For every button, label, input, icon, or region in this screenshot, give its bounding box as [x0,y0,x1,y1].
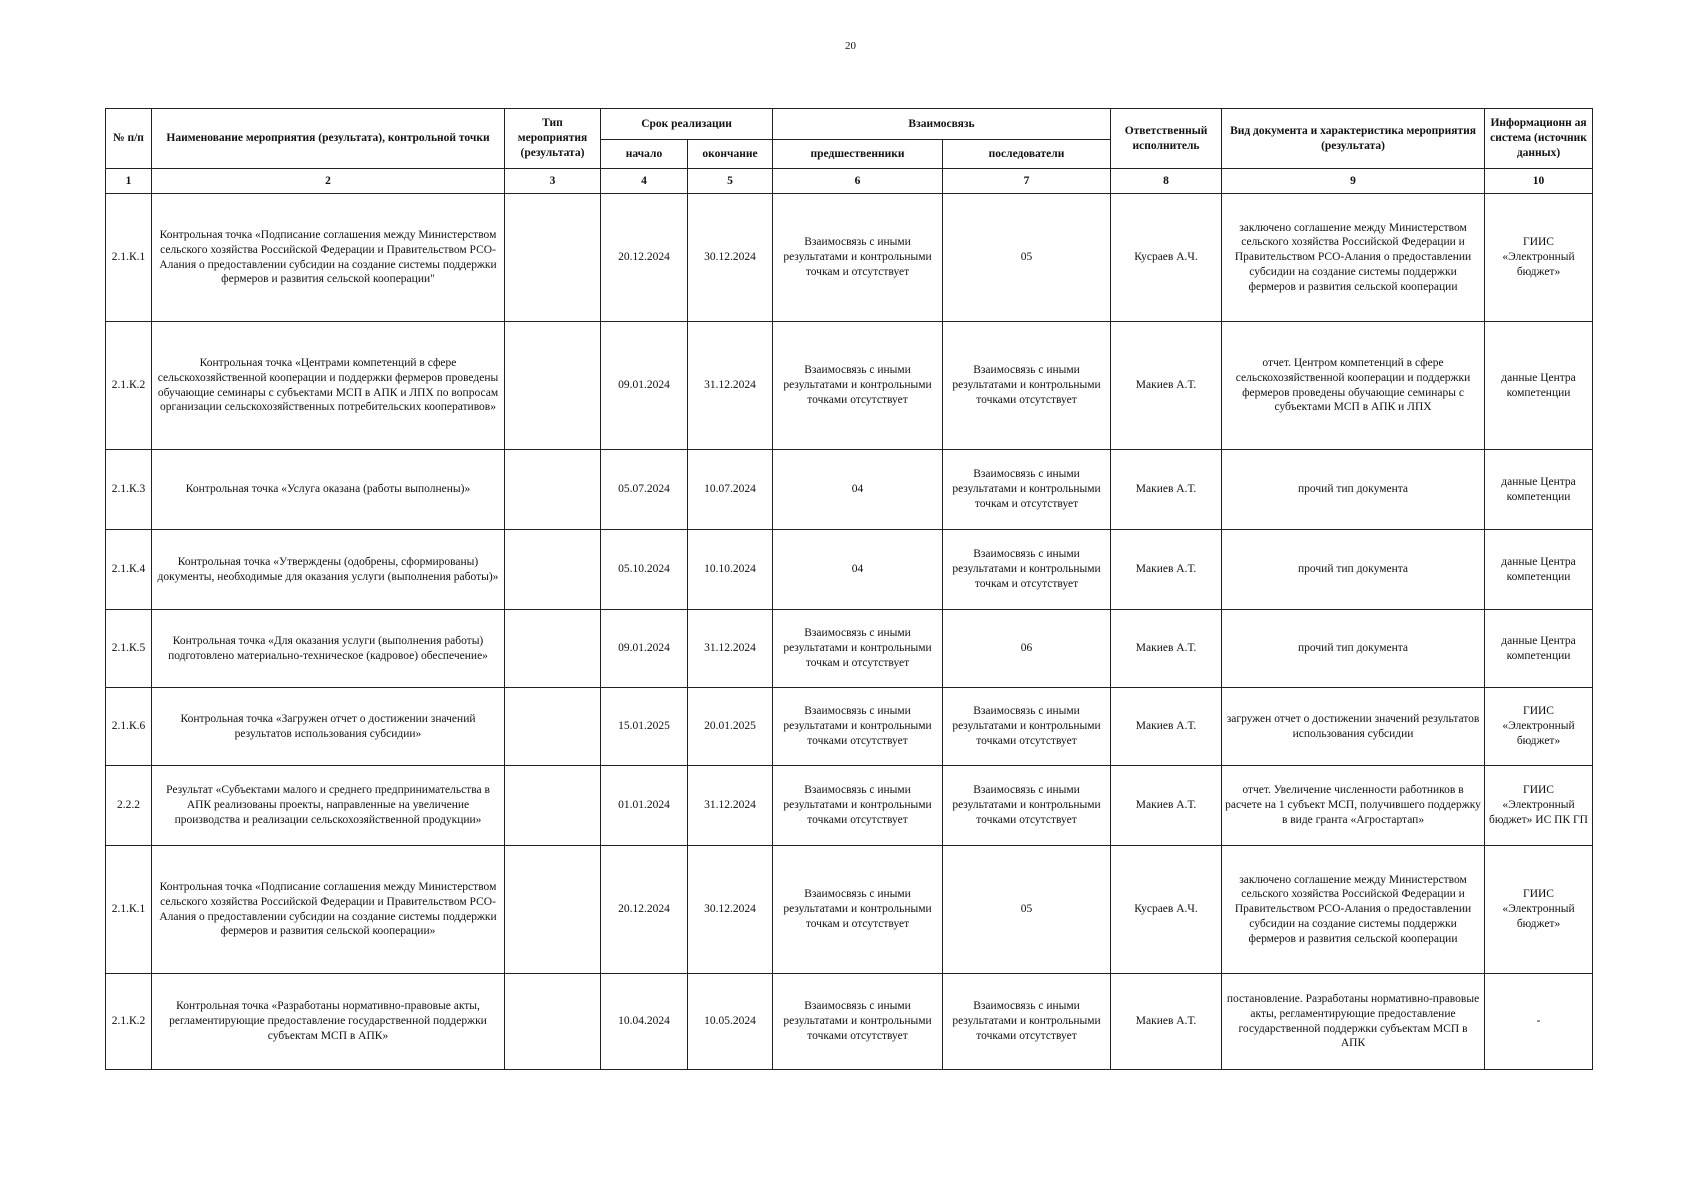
row-type [505,766,601,846]
row-start: 20.12.2024 [601,194,688,322]
row-resp: Макиев А.Т. [1111,974,1222,1070]
table-row [106,450,1593,530]
row-doc: отчет. Центром компетенций в сфере сельскохозяйственной кооперации и поддержки фермеров проведены обучающие семинары с субъектами МСП в АПК и ЛПХ [1222,322,1485,450]
header-prev: предшественники [773,140,943,169]
row-resp: Кусраев А.Ч. [1111,846,1222,974]
row-num: 2.1.К.3 [106,450,152,530]
row-name: Контрольная точка «Услуга оказана (работы выполнены)» [152,450,505,530]
row-start: 09.01.2024 [601,322,688,450]
row-end: 20.01.2025 [688,688,773,766]
table-row [106,688,1593,766]
row-num: 2.1.К.1 [106,194,152,322]
row-type [505,450,601,530]
row-name: Контрольная точка «Утверждены (одобрены, сформированы) документы, необходимые для оказания услуги (выполнения работы)» [152,530,505,610]
row-next: Взаимосвязь с иными результатами и контрольными точками отсутствует [943,974,1111,1070]
row-end: 31.12.2024 [688,322,773,450]
row-next: 05 [943,194,1111,322]
col-number: 7 [943,169,1111,194]
row-info: ГИИС «Электронный бюджет» [1485,846,1593,974]
table-row [106,846,1593,974]
row-type [505,688,601,766]
row-resp: Кусраев А.Ч. [1111,194,1222,322]
header-next: последователи [943,140,1111,169]
row-start: 15.01.2025 [601,688,688,766]
row-resp: Макиев А.Т. [1111,450,1222,530]
row-start: 09.01.2024 [601,610,688,688]
row-prev: Взаимосвязь с иными результатами и контрольными точкам и отсутствует [773,194,943,322]
row-doc: прочий тип документа [1222,450,1485,530]
row-prev: Взаимосвязь с иными результатами и контрольными точками отсутствует [773,322,943,450]
row-info: данные Центра компетенции [1485,530,1593,610]
row-doc: загружен отчет о достижении значений результатов использования субсидии [1222,688,1485,766]
row-start: 05.10.2024 [601,530,688,610]
row-prev: 04 [773,530,943,610]
row-info: данные Центра компетенции [1485,450,1593,530]
row-type [505,322,601,450]
row-prev: Взаимосвязь с иными результатами и контрольными точкам и отсутствует [773,610,943,688]
table-row [106,974,1593,1070]
row-prev: Взаимосвязь с иными результатами и контрольными точками отсутствует [773,974,943,1070]
row-info: ГИИС «Электронный бюджет» ИС ПК ГП [1485,766,1593,846]
row-end: 30.12.2024 [688,194,773,322]
row-name: Контрольная точка «Подписание соглашения между Министерством сельского хозяйства Российской Федерации и Правительством РСО-Алания о предоставлении субсидии на создание системы поддержки фермеров и развития сельской кооперации" [152,194,505,322]
row-end: 31.12.2024 [688,610,773,688]
header-resp: Ответственный исполнитель [1111,109,1222,169]
row-next: Взаимосвязь с иными результатами и контрольными точкам и отсутствует [943,530,1111,610]
row-resp: Макиев А.Т. [1111,322,1222,450]
row-name: Результат «Субъектами малого и среднего предпринимательства в АПК реализованы проекты, направленные на увеличение производства и реализации сельскохозяйственной продукции» [152,766,505,846]
col-number: 9 [1222,169,1485,194]
header-name: Наименование мероприятия (результата), контрольной точки [152,109,505,169]
table-row [106,766,1593,846]
row-info: ГИИС «Электронный бюджет» [1485,194,1593,322]
row-num: 2.1.К.2 [106,974,152,1070]
row-resp: Макиев А.Т. [1111,688,1222,766]
row-next: Взаимосвязь с иными результатами и контрольными точками отсутствует [943,322,1111,450]
header-link: Взаимосвязь [773,109,1111,140]
row-prev: Взаимосвязь с иными результатами и контрольными точками отсутствует [773,766,943,846]
row-name: Контрольная точка «Подписание соглашения между Министерством сельского хозяйства Российской Федерации и Правительством РСО-Алания о предоставлении субсидии на создание системы поддержки фермеров и развития сельской кооперации» [152,846,505,974]
col-number: 10 [1485,169,1593,194]
row-num: 2.1.К.4 [106,530,152,610]
row-next: Взаимосвязь с иными результатами и контрольными точками отсутствует [943,766,1111,846]
row-name: Контрольная точка «Разработаны нормативно-правовые акты, регламентирующие предоставление государственной поддержки субъектам МСП в АПК» [152,974,505,1070]
row-doc: прочий тип документа [1222,530,1485,610]
row-num: 2.1.К.5 [106,610,152,688]
row-num: 2.1.К.6 [106,688,152,766]
row-info: ГИИС «Электронный бюджет» [1485,688,1593,766]
row-next: 05 [943,846,1111,974]
row-resp: Макиев А.Т. [1111,766,1222,846]
header-end: окончание [688,140,773,169]
row-start: 01.01.2024 [601,766,688,846]
header-num: № п/п [106,109,152,169]
row-end: 30.12.2024 [688,846,773,974]
row-resp: Макиев А.Т. [1111,610,1222,688]
row-prev: Взаимосвязь с иными результатами и контрольными точками отсутствует [773,688,943,766]
row-type [505,846,601,974]
table-row [106,530,1593,610]
page-number: 20 [845,40,856,52]
row-type [505,530,601,610]
row-start: 20.12.2024 [601,846,688,974]
row-type [505,974,601,1070]
row-doc: заключено соглашение между Министерством сельского хозяйства Российской Федерации и Правительством РСО-Алания о предоставлении субсидии на создание системы поддержки фермеров и развития сельской кооперации [1222,194,1485,322]
row-doc: постановление. Разработаны нормативно-правовые акты, регламентирующие предоставление государственной поддержки субъектам МСП в АПК [1222,974,1485,1070]
row-num: 2.1.К.1 [106,846,152,974]
row-type [505,610,601,688]
row-start: 05.07.2024 [601,450,688,530]
row-num: 2.1.К.2 [106,322,152,450]
row-info: - [1485,974,1593,1070]
row-prev: Взаимосвязь с иными результатами и контрольными точкам и отсутствует [773,846,943,974]
row-num: 2.2.2 [106,766,152,846]
row-next: 06 [943,610,1111,688]
col-number: 3 [505,169,601,194]
table-row [106,322,1593,450]
row-end: 10.07.2024 [688,450,773,530]
row-doc: прочий тип документа [1222,610,1485,688]
row-type [505,194,601,322]
header-info: Информационн ая система (источник данных) [1485,109,1593,169]
table-row [106,610,1593,688]
col-number: 1 [106,169,152,194]
row-end: 10.10.2024 [688,530,773,610]
row-next: Взаимосвязь с иными результатами и контрольными точками отсутствует [943,688,1111,766]
header-type: Тип мероприятия (результата) [505,109,601,169]
row-name: Контрольная точка «Центрами компетенций в сфере сельскохозяйственной кооперации и поддержки фермеров проведены обучающие семинары с субъектами МСП в АПК и ЛПХ по вопросам организации сельскохозяйственных потребительских кооперативов» [152,322,505,450]
row-info: данные Центра компетенции [1485,322,1593,450]
header-term: Срок реализации [601,109,773,140]
row-next: Взаимосвязь с иными результатами и контрольными точкам и отсутствует [943,450,1111,530]
row-name: Контрольная точка «Загружен отчет о достижении значений результатов использования субсидии» [152,688,505,766]
plan-table [105,108,1593,1070]
header-start: начало [601,140,688,169]
col-number: 6 [773,169,943,194]
col-number: 4 [601,169,688,194]
row-resp: Макиев А.Т. [1111,530,1222,610]
row-prev: 04 [773,450,943,530]
row-start: 10.04.2024 [601,974,688,1070]
col-number: 2 [152,169,505,194]
header-doc: Вид документа и характеристика мероприятия (результата) [1222,109,1485,169]
col-number: 5 [688,169,773,194]
table-row [106,194,1593,322]
row-info: данные Центра компетенции [1485,610,1593,688]
column-number-row [106,169,1593,194]
col-number: 8 [1111,169,1222,194]
row-doc: отчет. Увеличение численности работников в расчете на 1 субъект МСП, получившего поддержку в виде гранта «Агростартап» [1222,766,1485,846]
row-end: 10.05.2024 [688,974,773,1070]
row-doc: заключено соглашение между Министерством сельского хозяйства Российской Федерации и Правительством РСО-Алания о предоставлении субсидии на создание системы поддержки фермеров и развития сельской кооперации [1222,846,1485,974]
row-name: Контрольная точка «Для оказания услуги (выполнения работы) подготовлено материально-техническое (кадровое) обеспечение» [152,610,505,688]
row-end: 31.12.2024 [688,766,773,846]
